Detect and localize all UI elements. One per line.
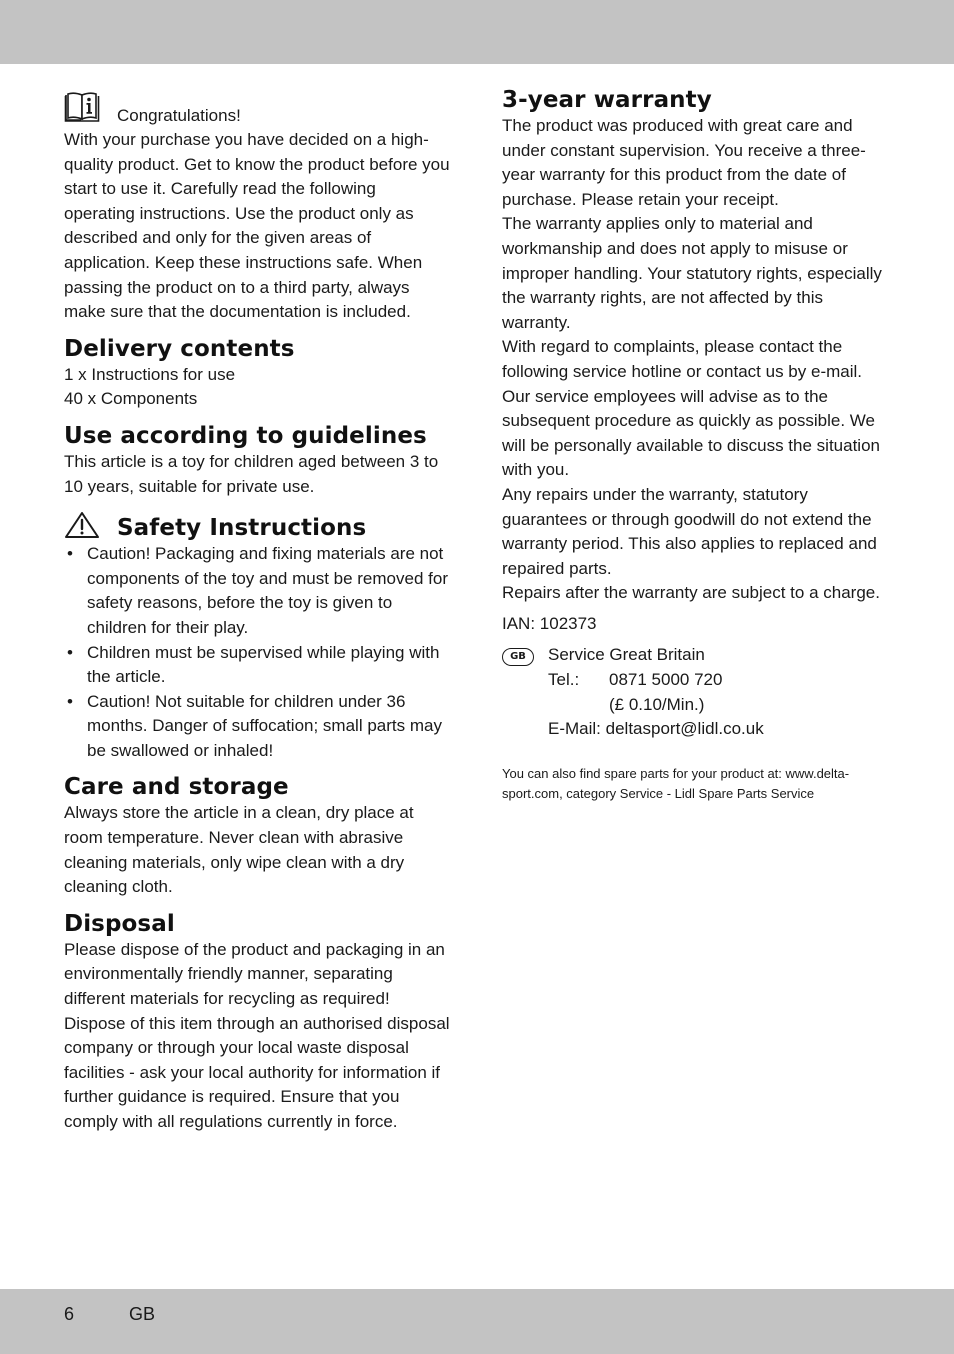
service-phone-row bbox=[548, 668, 722, 693]
header-band bbox=[0, 0, 954, 64]
footer-language: GB bbox=[129, 1304, 156, 1324]
warranty-paragraph: Repairs after the warranty are subject to a charge. bbox=[502, 583, 880, 603]
care-text: Always store the article in a clean, dry place at room temperature. Never clean with abrasive cleaning materials, only wipe clean with a dry cleaning cloth. bbox=[64, 803, 414, 897]
disposal-text: Please dispose of the product and packaging in an environmentally friendly manner, separating different materials for recycling as required! Dispose of this item through an authorised disposal company or through your local waste disposal facilities - ask your local authority for information if further guidance is required. Ensure that you comply with all regulations currently in force. bbox=[64, 939, 450, 1131]
warranty-title: 3-year warranty bbox=[502, 87, 712, 113]
intro-text: With your purchase you have decided on a high-quality product. Get to know the product before you start to use it. Carefully read the following operating instructions. Use the product only as described and only for the given areas of application. Keep these instructions safe. When passing the product on to a third party, always make sure that the documentation is included. bbox=[64, 130, 450, 322]
gb-country-badge: GB bbox=[502, 648, 534, 666]
ian-number: IAN: 102373 bbox=[502, 613, 597, 633]
service-contact bbox=[502, 643, 894, 739]
safety-title: Safety Instructions bbox=[117, 515, 367, 542]
guidelines-text: This article is a toy for children aged between 3 to 10 years, suitable for private use. bbox=[64, 451, 439, 496]
mail-value: deltasport@lidl.co.uk bbox=[605, 719, 764, 739]
service-rate: (£ 0.10/Min.) bbox=[609, 694, 705, 714]
delivery-title: Delivery contents bbox=[64, 335, 295, 362]
care-section bbox=[64, 773, 450, 899]
intro-heading-word: Congratulations! bbox=[117, 106, 241, 125]
delivery-item: 40 x Components bbox=[64, 389, 198, 409]
disposal-section bbox=[64, 910, 450, 1135]
delivery-item: 1 x Instructions for use bbox=[64, 364, 236, 384]
service-mail-row bbox=[548, 717, 764, 742]
info-book-icon bbox=[64, 92, 100, 124]
care-title: Care and storage bbox=[64, 774, 289, 801]
guidelines-title: Use according to guidelines bbox=[64, 422, 427, 449]
guidelines-section bbox=[64, 422, 450, 499]
safety-header bbox=[64, 511, 450, 541]
warranty-paragraph: With regard to complaints, please contact the following service hotline or contact us by e-mail. Our service employees will advise as to the subsequent procedure as quickly as possible. We will be personally available to discuss the situation with you. bbox=[502, 337, 880, 480]
spare-parts-note: You can also find spare parts for your product at: www.delta-sport.com, category Service - Lidl Spare Parts Service bbox=[502, 766, 850, 801]
warranty-paragraph: Any repairs under the warranty, statutory guarantees or through goodwill do not extend the warranty period. This also applies to replaced and repaired parts. bbox=[502, 484, 877, 578]
page-number: 6 bbox=[64, 1304, 75, 1324]
left-column bbox=[64, 92, 450, 1135]
warranty-paragraph: The warranty applies only to material and workmanship and does not apply to misuse or improper handling. Your statutory rights, especially the warranty rights, are not affected by this warranty. bbox=[502, 214, 882, 332]
mail-label: E-Mail: bbox=[548, 719, 601, 739]
tel-label: Tel.: bbox=[548, 670, 580, 690]
tel-value: 0871 5000 720 bbox=[609, 670, 723, 690]
service-name: Service Great Britain bbox=[548, 645, 705, 665]
warranty-paragraph: The product was produced with great care and under constant supervision. You receive a three-year warranty for this product from the date of purchase. Please retain your receipt. bbox=[502, 116, 866, 209]
list-item: • Caution! Not suitable for children under 36 months. Danger of suffocation; small parts may be swallowed or inhaled! bbox=[64, 690, 450, 764]
safety-list bbox=[64, 542, 450, 763]
list-item: • Children must be supervised while playing with the article. bbox=[64, 641, 450, 690]
warning-triangle-icon bbox=[64, 511, 100, 539]
safety-section bbox=[64, 511, 450, 763]
right-column bbox=[502, 87, 894, 803]
disposal-title: Disposal bbox=[64, 910, 175, 937]
delivery-section bbox=[64, 335, 450, 412]
intro-header bbox=[64, 92, 450, 128]
list-item: • Caution! Packaging and fixing materials are not components of the toy and must be removed for safety reasons, before the toy is given to children for their play. bbox=[64, 542, 450, 640]
